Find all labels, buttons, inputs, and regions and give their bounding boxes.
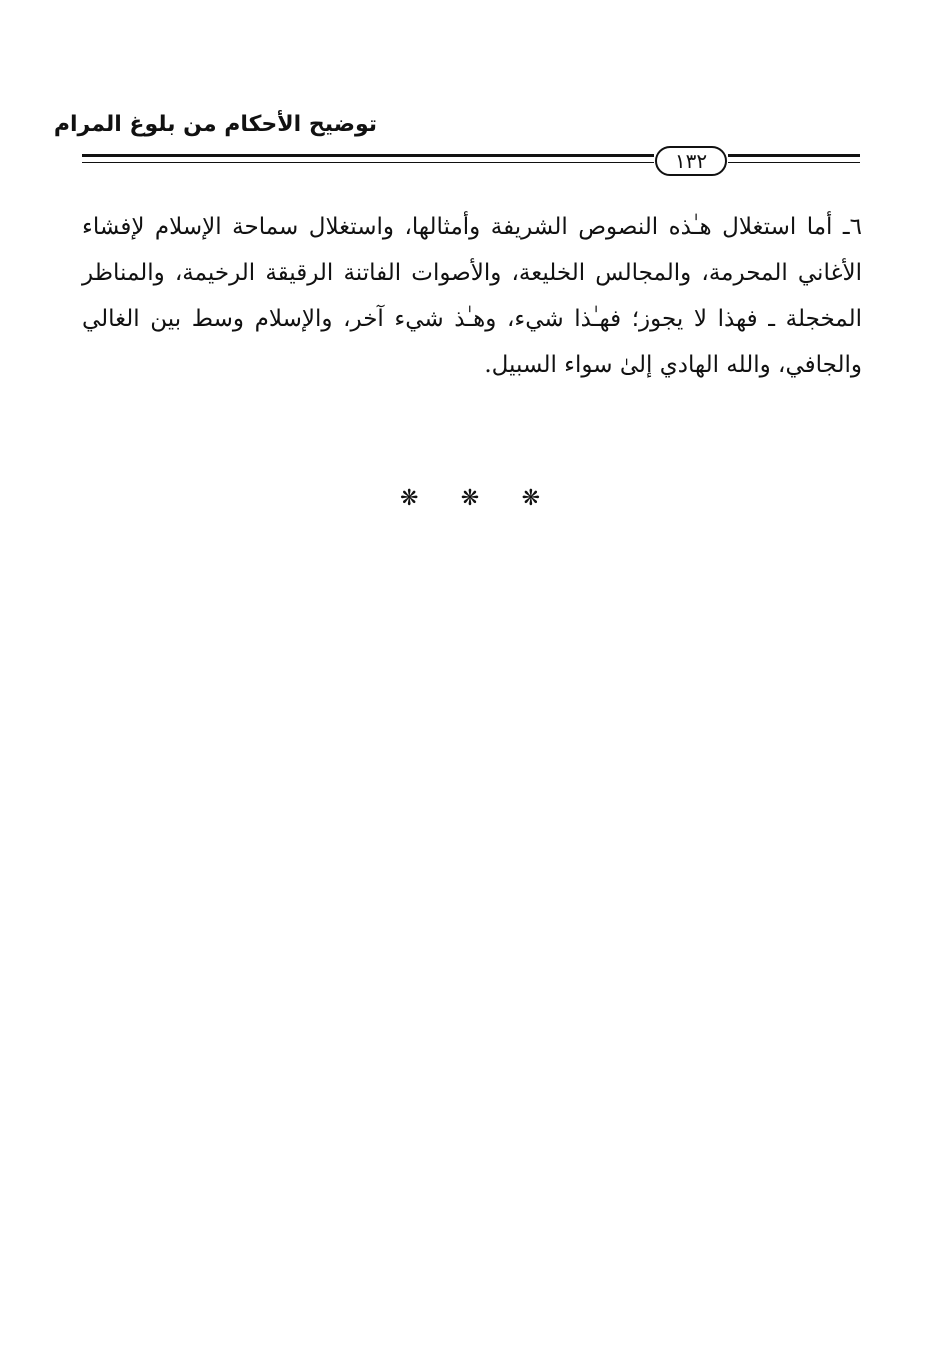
body-paragraph: ٦ـ أما استغلال هـٰذه النصوص الشريفة وأمثالها، واستغلال سماحة الإسلام لإفشاء الأغاني المحرمة، والمجالس الخليعة، والأصوات الفاتنة الرقيقة الرخيمة، والمناظر المخجلة ـ فهذا لا يجوز؛ فهـٰذا شيء، وهـٰذ شيء آخر، والإسلام وسط بين الغالي والجافي، والله الهادي إلىٰ سواء السبيل. [82,214,862,378]
page-number-badge [655,146,727,176]
header-rule-right-thick [728,154,860,157]
header-rule-right-thin [728,162,860,163]
header-rule-left-thick [82,154,654,157]
header-rule-left-thin [82,162,654,163]
section-separator [400,486,540,511]
asterism-mark-icon: ❋ [460,486,480,511]
asterism-mark-icon: ❋ [521,486,540,511]
running-title: توضيح الأحكام من بلوغ المرام [53,112,377,137]
page-number: ١٣٢ [674,149,708,173]
asterism-mark-icon: ❋ [400,486,419,511]
